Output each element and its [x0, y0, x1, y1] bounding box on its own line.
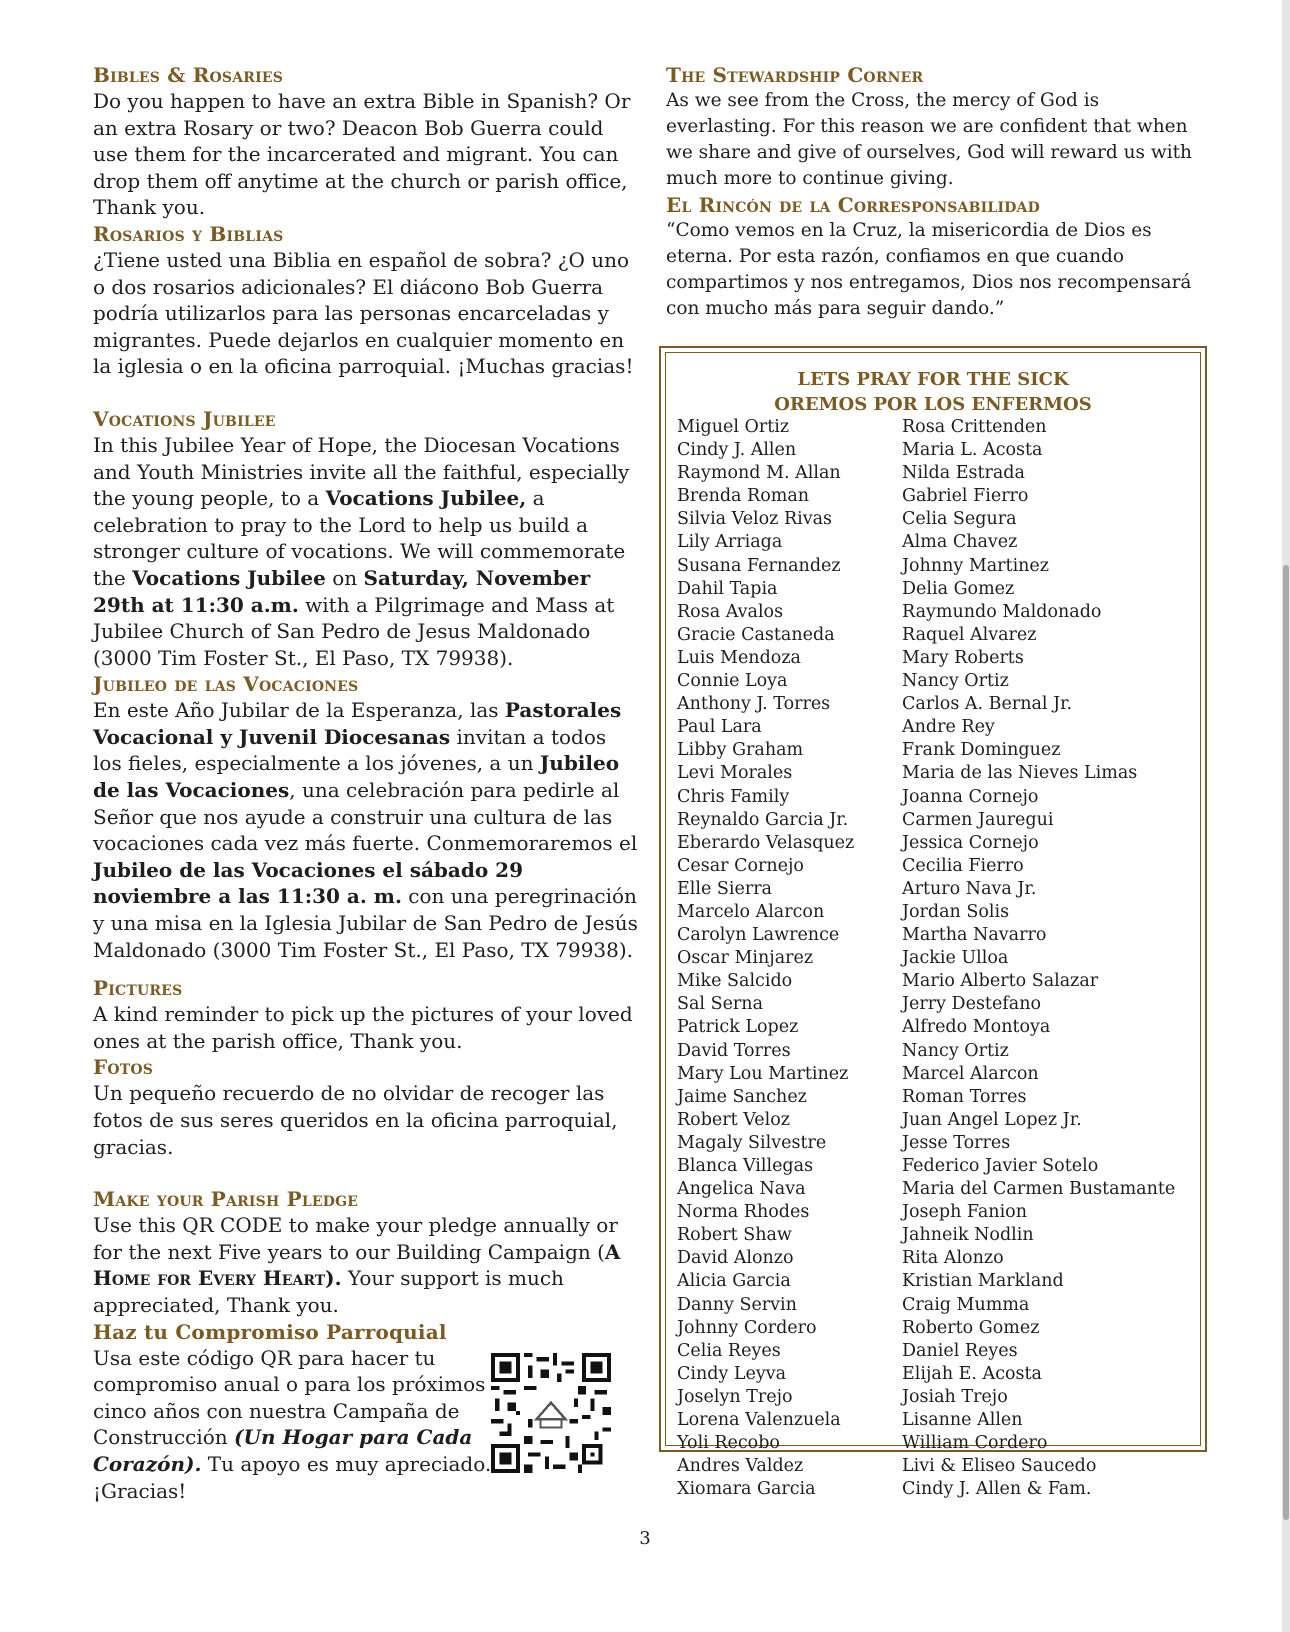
sick-name-item: Reynaldo Garcia Jr.	[677, 809, 849, 830]
sick-name-item: Brenda Roman	[677, 486, 810, 507]
sick-name-item: Carolyn Lawrence	[677, 925, 840, 946]
sick-name-item: Jordan Solis	[902, 901, 1010, 922]
pictures-heading: Pictures	[93, 976, 183, 1001]
sick-name-item: Delia Gomez	[902, 578, 1015, 599]
sick-name-item: Gracie Castaneda	[677, 624, 835, 645]
sick-name-item: Rita Alonzo	[902, 1248, 1004, 1269]
sick-name-item: David Alonzo	[677, 1248, 794, 1269]
sick-name-item: Nilda Estrada	[902, 463, 1025, 484]
pledge-heading: Make your Parish Pledge	[93, 1187, 359, 1212]
sick-name-item: Joseph Fanion	[902, 1202, 1027, 1223]
sick-name-item: Jerry Destefano	[902, 994, 1042, 1015]
sick-name-item: Craig Mumma	[902, 1294, 1030, 1315]
sick-name-item: Juan Angel Lopez Jr.	[902, 1109, 1082, 1130]
sick-name-item: Mary Lou Martinez	[677, 1063, 849, 1084]
vertical-scrollbar[interactable]	[1282, 0, 1290, 1632]
sick-name-item: Elijah E. Acosta	[902, 1363, 1042, 1384]
rincon-text: “Como vemos en la Cruz, la misericordia de Dios es eterna. Por esta razón, confiamos en que cuando compartimos y nos entregamos, Dios nos recompensará con mucho más para seguir dando.”	[666, 220, 1192, 319]
sick-name-item: Kristian Markland	[902, 1271, 1064, 1292]
sick-name-item: Cecilia Fierro	[902, 855, 1024, 876]
sick-name-item: Paul Lara	[677, 717, 762, 738]
sick-names-column-1	[677, 416, 854, 1501]
vocations-text: In this Jubilee Year of Hope, the Diocesan Vocations and Youth Ministries invite all the faithful, especially the young people, to a Vocations Jubilee, a celebration to pray to the Lord to help us build a stronger culture of vocations. We will commemorate the Vocations Jubilee on Saturday, November 29th at 11:30 a.m. with a Pilgrimage and Mass at Jubilee Church of San Pedro de Jesus Maldonado (3000 Tim Foster St., El Paso, TX 79938).	[93, 432, 630, 670]
sick-name-item: Raymundo Maldonado	[902, 601, 1102, 622]
sick-name-item: Norma Rhodes	[677, 1202, 810, 1223]
sick-name-item: Oscar Minjarez	[677, 948, 814, 969]
sick-name-item: Raquel Alvarez	[902, 624, 1037, 645]
sick-name-item: Jesse Torres	[902, 1132, 1011, 1153]
sick-name-item: Nancy Ortiz	[902, 671, 1009, 692]
sick-name-item: Silvia Veloz Rivas	[677, 509, 833, 530]
jubileo-text: En este Año Jubilar de la Esperanza, las Pastorales Vocacional y Juvenil Diocesanas invitan a todos los fieles, especialmente a los jóvenes, a un Jubileo de las Vocaciones, una celebración para pedirle al Señor que nos ayude a construir una cultura de las vocaciones cada vez más fuerte. Conmemoraremos el Jubileo de las Vocaciones el sábado 29 noviembre a las 11:30 a. m. con una peregrinación y una misa en la Iglesia Jubilar de San Pedro de Jesús Maldonado (3000 Tim Foster St., El Paso, TX 79938).	[93, 698, 638, 962]
sick-name-item: Yoli Recobo	[677, 1433, 780, 1454]
sick-name-item: Sal Serna	[677, 994, 763, 1015]
sick-name-item: Xiomara Garcia	[677, 1479, 816, 1500]
sick-name-item: Rosa Crittenden	[902, 417, 1047, 437]
sick-name-item: Robert Shaw	[677, 1225, 792, 1246]
stewardship-text: As we see from the Cross, the mercy of God is everlasting. For this reason we are confident that when we share and give of ourselves, God will reward us with much more to continue giving.	[666, 90, 1192, 189]
sick-name-item: Federico Javier Sotelo	[902, 1156, 1099, 1176]
sick-name-item: Elle Sierra	[677, 878, 772, 899]
stewardship-heading: The Stewardship Corner	[666, 63, 924, 87]
sick-name-item: Chris Family	[677, 786, 790, 807]
sick-name-item: Angelica Nava	[677, 1179, 806, 1200]
sick-name-item: Joselyn Trejo	[677, 1386, 793, 1407]
pledge-text: Use this QR CODE to make your pledge annually or for the next Five years to our Building Campaign (A Home for Every Heart). Your support is much appreciated, Thank you.	[93, 1213, 621, 1317]
sick-name-item: Rosa Avalos	[677, 601, 784, 622]
compromiso-text: Usa este código QR para hacer tu compromiso anual o para los próximos cinco años con nuestra Campaña de Construcción (Un Hogar para Cada Corazón). Tu apoyo es muy apreciado. ¡Gracias!	[93, 1345, 492, 1503]
sick-name-item: Levi Morales	[677, 763, 793, 784]
sick-name-item: Nancy Ortiz	[902, 1040, 1009, 1061]
sick-name-item: Mike Salcido	[677, 971, 793, 992]
vocations-heading: Vocations Jubilee	[93, 406, 276, 431]
sick-name-item: Celia Reyes	[677, 1340, 781, 1361]
sick-name-item: Marcel Alarcon	[902, 1063, 1039, 1084]
compromiso-heading: Haz tu Compromiso Parroquial	[93, 1319, 447, 1344]
scrollbar-thumb[interactable]	[1283, 565, 1289, 1520]
sick-name-item: Dahil Tapia	[677, 578, 778, 599]
pledge-qr-code[interactable]	[491, 1353, 611, 1473]
sick-name-item: Magaly Silvestre	[677, 1132, 827, 1153]
sick-name-item: Jahneik Nodlin	[902, 1225, 1034, 1246]
sick-name-item: Roman Torres	[902, 1086, 1027, 1107]
sick-name-item: Libby Graham	[677, 740, 804, 761]
sick-name-item: Luis Mendoza	[677, 647, 801, 668]
sick-title-spanish: OREMOS POR LOS ENFERMOS	[774, 394, 1092, 415]
sick-name-item: William Cordero	[902, 1433, 1048, 1454]
sick-name-item: Mary Roberts	[902, 647, 1024, 668]
sick-name-item: Jaime Sanchez	[677, 1086, 807, 1107]
rosarios-heading: Rosarios y Biblias	[93, 221, 284, 246]
sick-names-column-2	[902, 416, 1175, 1501]
sick-name-item: Miguel Ortiz	[677, 417, 790, 437]
sick-name-item: Joanna Cornejo	[902, 786, 1039, 807]
sick-name-item: Cindy Leyva	[677, 1363, 787, 1384]
sick-name-item: Lorena Valenzuela	[677, 1410, 841, 1431]
sick-name-item: Danny Servin	[677, 1294, 797, 1315]
sick-name-item: Lily Arriaga	[677, 532, 783, 553]
fotos-text: Un pequeño recuerdo de no olvidar de recoger las fotos de sus seres queridos en la oficina parroquial, gracias.	[93, 1081, 618, 1159]
sick-name-item: Celia Segura	[902, 509, 1017, 530]
sick-name-item: Johnny Cordero	[677, 1317, 817, 1338]
sick-name-item: Anthony J. Torres	[677, 694, 831, 715]
sick-name-item: Frank Dominguez	[902, 740, 1061, 761]
sick-name-item: Patrick Lopez	[677, 1017, 799, 1038]
sick-name-item: Carmen Jauregui	[902, 809, 1054, 830]
sick-name-item: Andres Valdez	[677, 1456, 804, 1477]
sick-name-item: Martha Navarro	[902, 925, 1047, 946]
fotos-heading: Fotos	[93, 1055, 154, 1080]
sick-name-item: Alma Chavez	[902, 532, 1018, 553]
bibles-heading: Bibles & Rosaries	[93, 63, 284, 87]
jubileo-heading: Jubileo de las Vocaciones	[93, 672, 359, 697]
sick-name-item: Andre Rey	[902, 717, 995, 738]
sick-name-item: David Torres	[677, 1040, 791, 1061]
sick-list-title	[666, 367, 1200, 417]
sick-name-item: Susana Fernandez	[677, 555, 841, 576]
sick-name-item: Jessica Cornejo	[902, 832, 1039, 853]
sick-name-item: Roberto Gomez	[902, 1317, 1040, 1338]
sick-name-item: Daniel Reyes	[902, 1340, 1018, 1361]
sick-name-item: Cesar Cornejo	[677, 855, 804, 876]
pray-for-sick-box	[659, 346, 1207, 1500]
sick-name-item: Raymond M. Allan	[677, 463, 841, 484]
bibles-text: Do you happen to have an extra Bible in Spanish? Or an extra Rosary or two? Deacon Bob Guerra could use them for the incarcerated and migrant. You can drop them off anytime at the church or parish office, Thank you.	[93, 89, 631, 220]
sick-name-item: Maria del Carmen Bustamante	[902, 1179, 1176, 1200]
sick-name-item: Alfredo Montoya	[902, 1017, 1051, 1038]
sick-name-item: Mario Alberto Salazar	[902, 971, 1099, 992]
sick-name-item: Livi & Eliseo Saucedo	[902, 1456, 1097, 1477]
sick-name-item: Cindy J. Allen	[677, 440, 797, 461]
sick-name-item: Alicia Garcia	[677, 1271, 791, 1292]
sick-name-item: Connie Loya	[677, 671, 788, 692]
pictures-text: A kind reminder to pick up the pictures of your loved ones at the parish office, Thank you.	[93, 1002, 633, 1053]
page-number: 3	[639, 1528, 651, 1549]
sick-name-item: Eberardo Velasquez	[677, 832, 855, 853]
sick-name-item: Marcelo Alarcon	[677, 901, 825, 922]
sick-name-item: Blanca Villegas	[677, 1156, 814, 1176]
left-column	[93, 62, 641, 1504]
sick-name-item: Robert Veloz	[677, 1109, 790, 1130]
sick-name-item: Lisanne Allen	[902, 1410, 1023, 1431]
sick-name-item: Carlos A. Bernal Jr.	[902, 694, 1073, 715]
sick-name-item: Maria L. Acosta	[902, 440, 1043, 461]
sick-name-item: Jackie Ulloa	[902, 948, 1009, 969]
rincon-heading: El Rincón de la Corresponsabilidad	[666, 193, 1040, 217]
sick-name-item: Gabriel Fierro	[902, 486, 1029, 507]
sick-name-item: Josiah Trejo	[902, 1386, 1008, 1407]
rosarios-text: ¿Tiene usted una Biblia en español de sobra? ¿O uno o dos rosarios adicionales? El diácono Bob Guerra podría utilizarlos para las personas encarceladas y migrantes. Puede dejarlos en cualquier momento en la iglesia o en la oficina parroquial. ¡Muchas gracias!	[93, 247, 634, 379]
right-column	[666, 62, 1202, 322]
sick-name-item: Cindy J. Allen & Fam.	[902, 1479, 1092, 1500]
sick-name-item: Johnny Martinez	[902, 555, 1050, 576]
sick-name-item: Arturo Nava Jr.	[902, 878, 1037, 899]
sick-title-english: LETS PRAY FOR THE SICK	[797, 369, 1069, 390]
sick-name-item: Maria de las Nieves Limas	[902, 763, 1138, 784]
